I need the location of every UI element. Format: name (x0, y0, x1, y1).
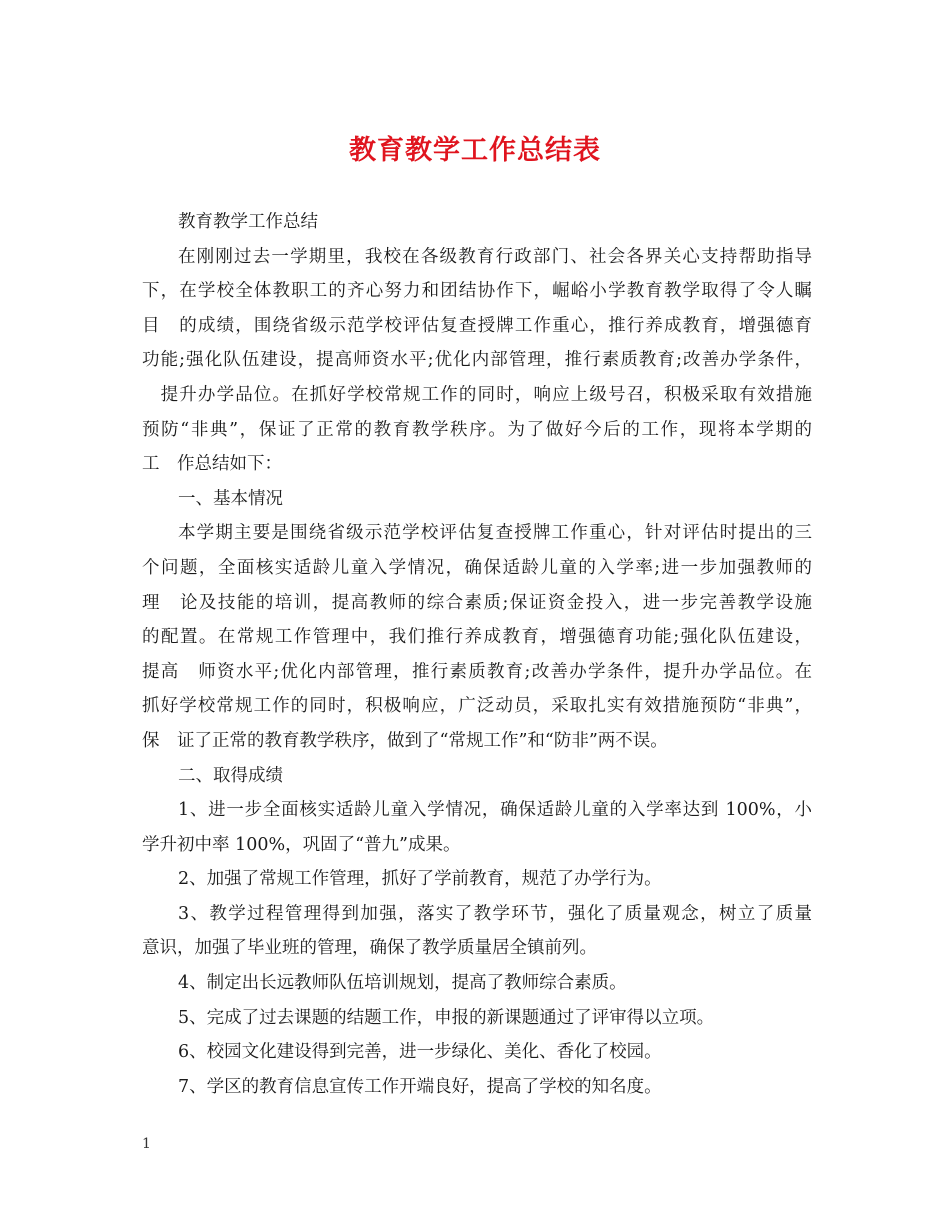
paragraph-line: 本学期主要是围绕省级示范学校评估复查授牌工作重心，针对评估时提出的三 (178, 523, 812, 544)
list-item: 5、完成了过去课题的结题工作，申报的新课题通过了评审得以立项。 (178, 1007, 715, 1028)
section-heading: 教育教学工作总结 (178, 212, 318, 232)
section-heading: 二、取得成绩 (178, 765, 283, 786)
paragraph-line: 目 的成绩，围绕省级示范学校评估复查授牌工作重心，推行养成教育，增强德育 (142, 315, 812, 336)
paragraph-line: 下，在学校全体教职工的齐心努力和团结协作下，崛峪小学教育教学取得了令人瞩 (142, 281, 812, 302)
list-item: 7、学区的教育信息宣传工作开端良好，提高了学校的知名度。 (178, 1076, 662, 1097)
paragraph-line: 工 作总结如下： (142, 454, 282, 475)
list-item-continuation: 学升初中率 100%，巩固了“普九”成果。 (142, 834, 461, 855)
list-item: 4、制定出长远教师队伍培训规划，提高了教师综合素质。 (178, 973, 627, 994)
list-item-continuation: 意识，加强了毕业班的管理，确保了教学质量居全镇前列。 (142, 938, 597, 959)
paragraph-line: 保 证了正常的教育教学秩序，做到了“常规工作”和“防非”两不误。 (142, 730, 668, 751)
list-item: 3、教学过程管理得到加强，落实了教学环节，强化了质量观念，树立了质量 (178, 903, 812, 924)
paragraph-line: 提升办学品位。在抓好学校常规工作的同时，响应上级号召，积极采取有效措施 (142, 384, 812, 405)
paragraph-line: 理 论及技能的培训，提高教师的综合素质;保证资金投入，进一步完善教学设施 (142, 592, 812, 613)
paragraph-line: 个问题，全面核实适龄儿童入学情况，确保适龄儿童的入学率;进一步加强教师的 (142, 557, 812, 578)
list-item: 6、校园文化建设得到完善，进一步绿化、美化、香化了校园。 (178, 1042, 662, 1063)
section-heading: 一、基本情况 (178, 488, 283, 509)
document-body (142, 205, 812, 1104)
paragraph-line: 预防“非典”，保证了正常的教育教学秩序。为了做好今后的工作，现将本学期的 (142, 419, 812, 440)
paragraph-line: 抓好学校常规工作的同时，积极响应，广泛动员，采取扎实有效措施预防“非典”， (142, 696, 812, 717)
page-number: 1 (142, 1136, 151, 1152)
paragraph-line: 的配置。在常规工作管理中，我们推行养成教育，增强德育功能;强化队伍建设， (142, 627, 812, 648)
list-item: 2、加强了常规工作管理，抓好了学前教育，规范了办学行为。 (178, 869, 662, 890)
list-item: 1、进一步全面核实适龄儿童入学情况，确保适龄儿童的入学率达到 100%，小 (178, 800, 812, 821)
paragraph-line: 提高 师资水平;优化内部管理，推行素质教育;改善办学条件，提升办学品位。在 (142, 661, 812, 682)
document-title: 教育教学工作总结表 (349, 135, 601, 166)
paragraph-line: 功能;强化队伍建设，提高师资水平;优化内部管理，推行素质教育;改善办学条件， (142, 350, 812, 371)
paragraph-line: 在刚刚过去一学期里，我校在各级教育行政部门、社会各界关心支持帮助指导 (178, 246, 812, 267)
